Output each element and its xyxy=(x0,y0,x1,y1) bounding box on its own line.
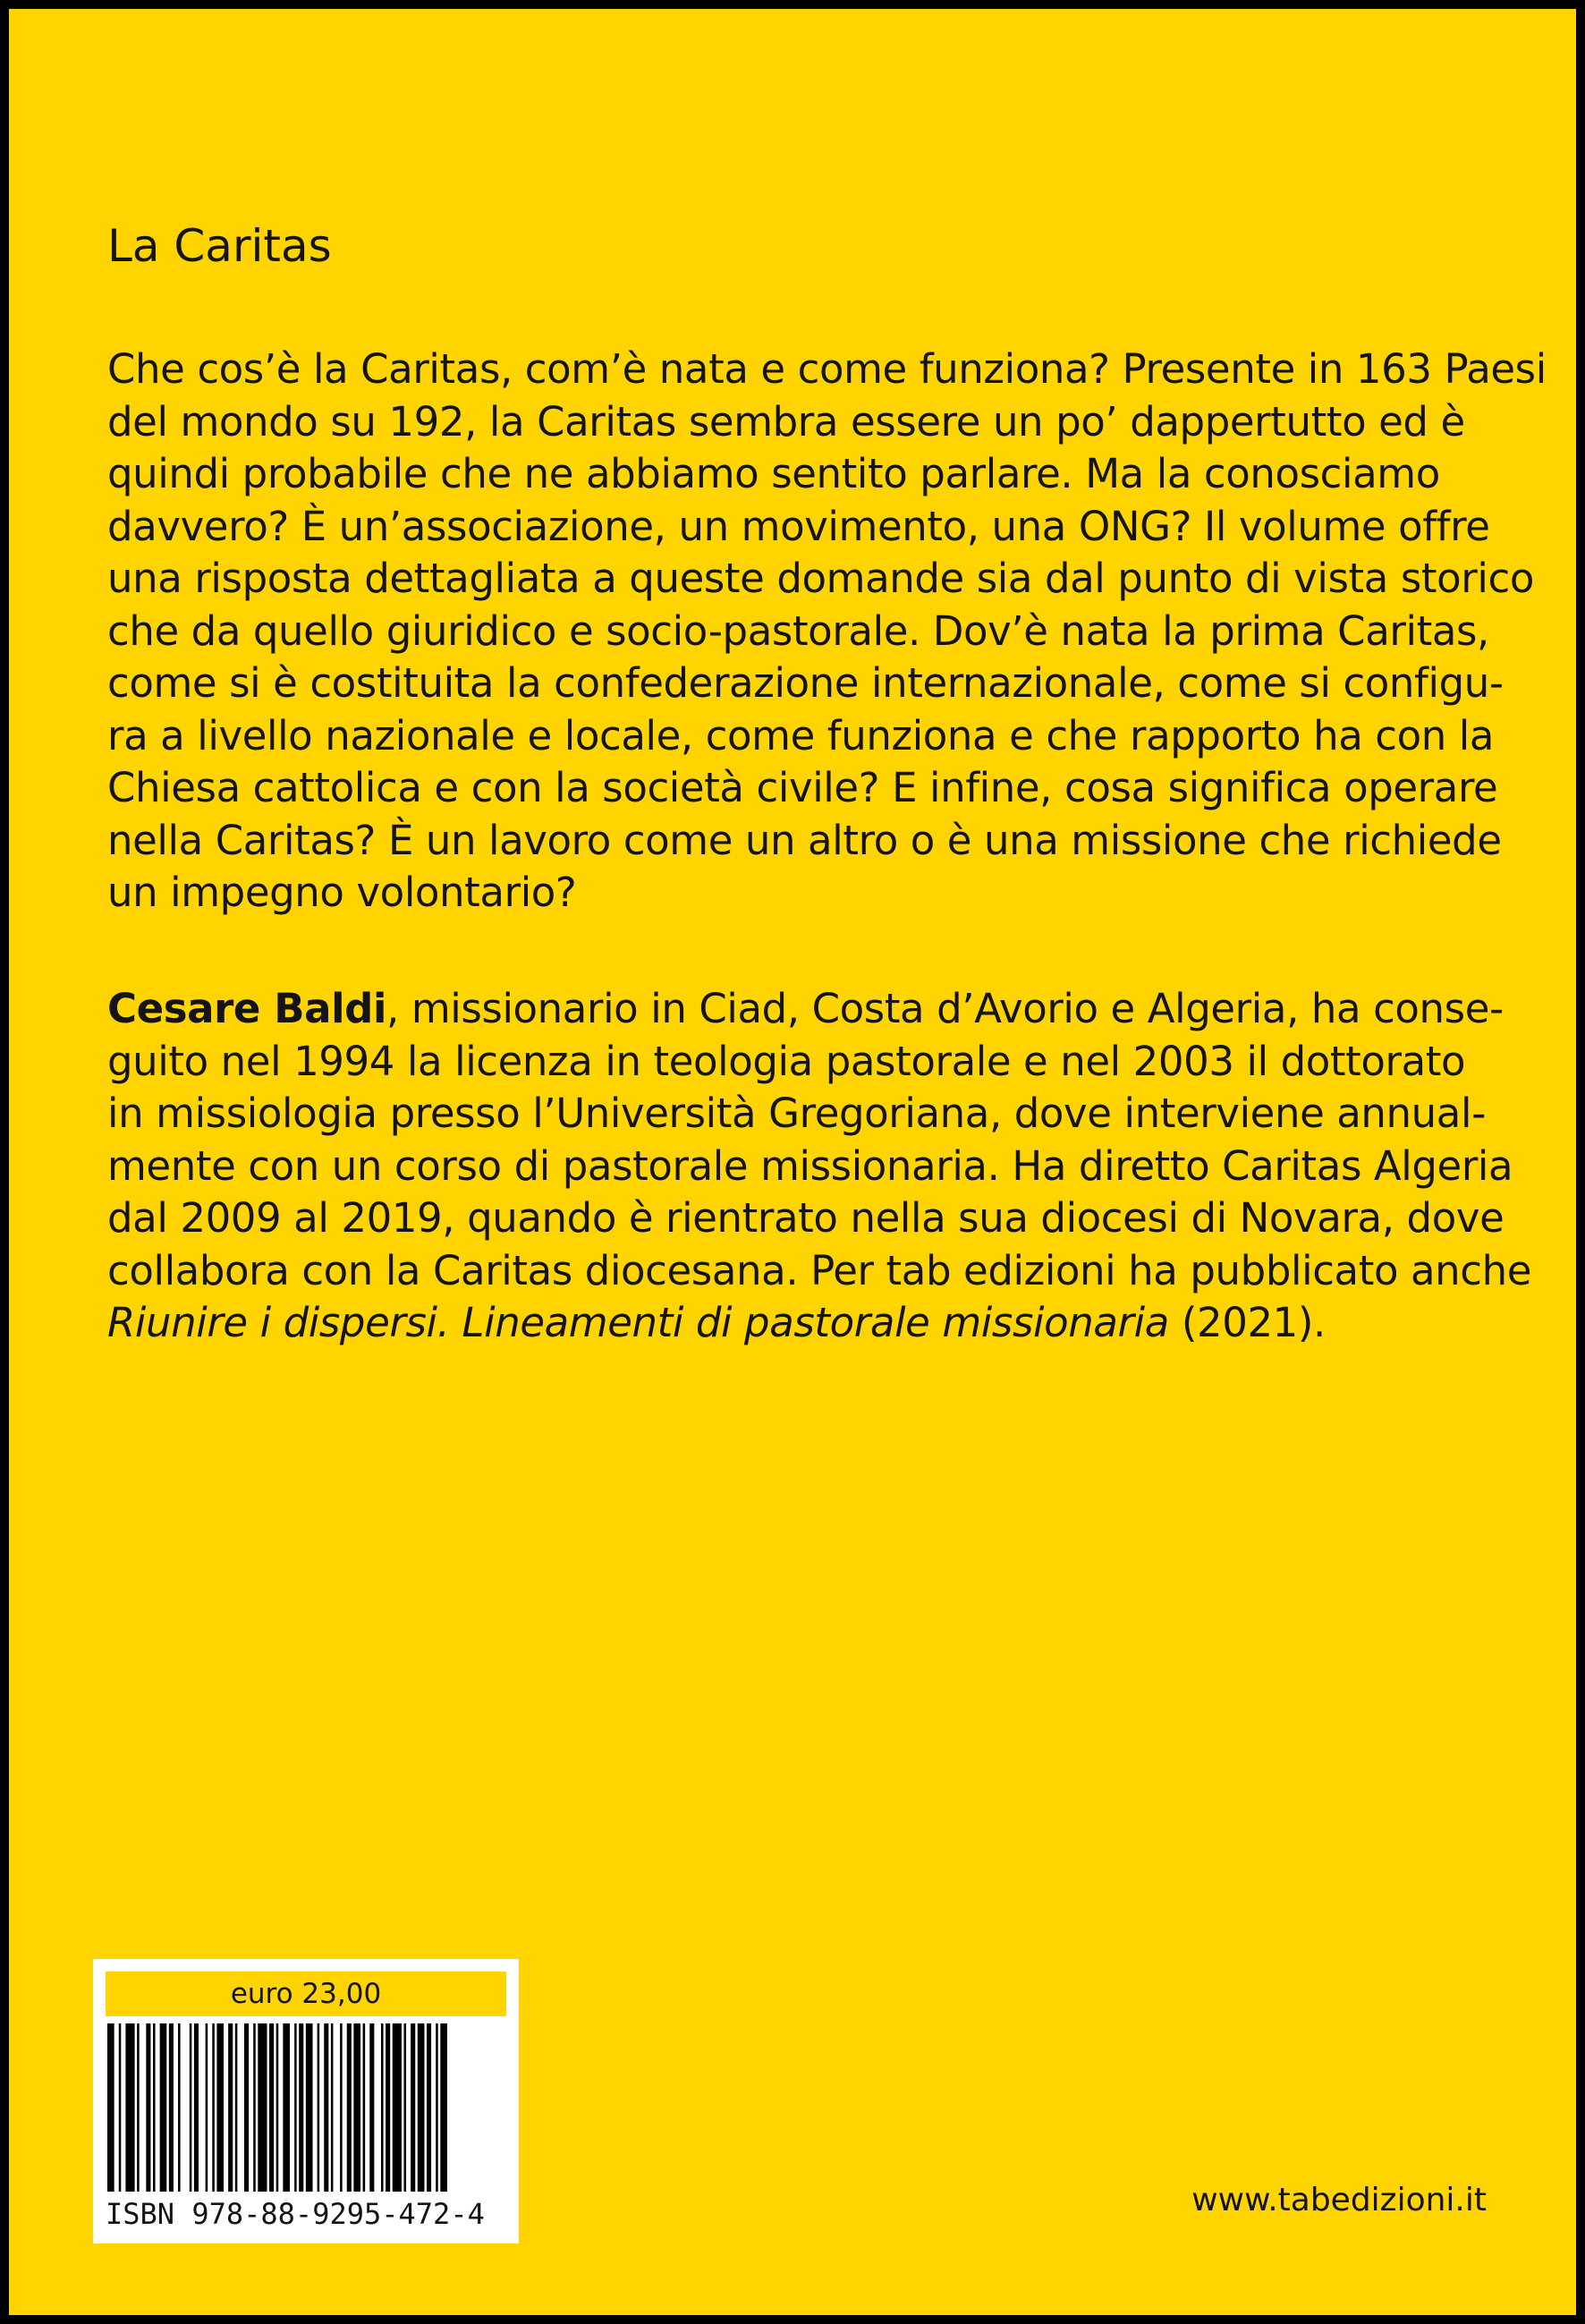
summary-line: una risposta dettagliata a queste domande sia dal punto di vista storico xyxy=(107,555,1534,602)
summary-line: Chiesa cattolica e con la società civile? E infine, cosa significa operare xyxy=(107,764,1498,811)
barcode-bar xyxy=(440,2023,447,2192)
barcode-bar xyxy=(235,2023,238,2192)
barcode-bar xyxy=(276,2023,279,2192)
barcode-bar xyxy=(190,2023,192,2192)
barcode-bar xyxy=(427,2023,431,2192)
bio-line xyxy=(107,983,1503,1036)
publisher-website: www.tabedizioni.it xyxy=(1191,2182,1487,2218)
bio-line: guito nel 1994 la licenza in teologia pastorale e nel 2003 il dottorato xyxy=(107,1037,1466,1085)
barcode-bar xyxy=(299,2023,303,2192)
barcode-bar xyxy=(381,2023,384,2192)
summary-line: ra a livello nazionale e locale, come funziona e che rapporto ha con la xyxy=(107,711,1495,759)
barcode-bar xyxy=(393,2023,402,2192)
barcode-bar xyxy=(340,2023,343,2192)
barcode-bar xyxy=(386,2023,390,2192)
bio-line: in missiologia presso l’Università Gregoriana, dove interviene annual- xyxy=(107,1090,1486,1137)
barcode-bar xyxy=(369,2023,374,2192)
book-title: La Caritas xyxy=(107,220,332,272)
barcode-bar xyxy=(258,2023,267,2192)
isbn-number: ISBN 978-88-9295-472-4 xyxy=(106,2197,485,2231)
barcode-bar xyxy=(169,2023,174,2192)
summary-line: davvero? È un’associazione, un movimento, una ONG? Il volume offre xyxy=(107,502,1490,550)
barcode-bar xyxy=(411,2023,415,2192)
barcode-bar xyxy=(119,2023,122,2192)
summary-line: del mondo su 192, la Caritas sembra essere un po’ dappertutto ed è xyxy=(107,397,1465,445)
summary-line: come si è costituita la confederazione internazionale, come si configu- xyxy=(107,659,1504,707)
barcode-bar xyxy=(363,2023,366,2192)
barcode-bar xyxy=(212,2023,215,2192)
barcode-bar xyxy=(178,2023,181,2192)
barcode-bar xyxy=(294,2023,297,2192)
author-bio xyxy=(107,983,1532,1350)
barcode-bar xyxy=(418,2023,425,2192)
barcode-bar xyxy=(125,2023,134,2192)
barcode-bar xyxy=(353,2023,360,2192)
barcode-bar xyxy=(283,2023,290,2192)
barcode-bar xyxy=(206,2023,208,2192)
summary-line: nella Caritas? È un lavoro come un altro o è una missione che richiede xyxy=(107,816,1502,864)
barcode-bar xyxy=(160,2023,167,2192)
author-name: Cesare Baldi xyxy=(107,985,387,1032)
barcode-bar xyxy=(404,2023,407,2192)
isbn-box xyxy=(93,1959,519,2243)
previous-book-title: Riunire i dispersi. Lineamenti di pastorale missionaria xyxy=(107,1299,1169,1346)
barcode-bar xyxy=(306,2023,313,2192)
bio-line: mente con un corso di pastorale missionaria. Ha diretto Caritas Algeria xyxy=(107,1141,1513,1190)
barcode-bar xyxy=(153,2023,156,2192)
barcode-bar xyxy=(324,2023,328,2192)
price-label: euro 23,00 xyxy=(106,1972,506,2016)
back-cover xyxy=(9,9,1576,2315)
barcode-bar xyxy=(137,2023,140,2192)
barcode-bar xyxy=(228,2023,233,2192)
bio-line: dal 2009 al 2019, quando è rientrato nella sua diocesi di Novara, dove xyxy=(107,1194,1504,1242)
summary-line: Che cos’è la Caritas, com’è nata e come funziona? Presente in 163 Paesi xyxy=(107,345,1547,393)
summary-line: un impegno volontario? xyxy=(107,869,577,916)
barcode-bar xyxy=(107,2023,114,2192)
barcode-bar xyxy=(347,2023,352,2192)
barcode-bar xyxy=(269,2023,274,2192)
barcode-bar xyxy=(436,2023,438,2192)
summary-line: che da quello giuridico e socio-pastorale. Dov’è nata la prima Caritas, xyxy=(107,606,1489,655)
bio-line xyxy=(107,1297,1503,1350)
bio-line-text: , missionario in Ciad, Costa d’Avorio e Algeria, ha conse- xyxy=(386,985,1504,1032)
book-summary xyxy=(107,344,1547,920)
barcode-bar xyxy=(244,2023,249,2192)
barcode-bar xyxy=(146,2023,150,2192)
barcode-bar xyxy=(318,2023,320,2192)
previous-book-year: (2021). xyxy=(1168,1299,1326,1346)
barcode-bar xyxy=(194,2023,199,2192)
bio-line: collabora con la Caritas diocesana. Per tab edizioni ha pubblicato anche xyxy=(107,1246,1532,1294)
summary-line: quindi probabile che ne abbiamo sentito parlare. Ma la conosciamo xyxy=(107,450,1440,497)
barcode xyxy=(106,2023,506,2192)
barcode-bar xyxy=(331,2023,334,2192)
barcode-bar xyxy=(253,2023,256,2192)
barcode-bar xyxy=(216,2023,224,2192)
